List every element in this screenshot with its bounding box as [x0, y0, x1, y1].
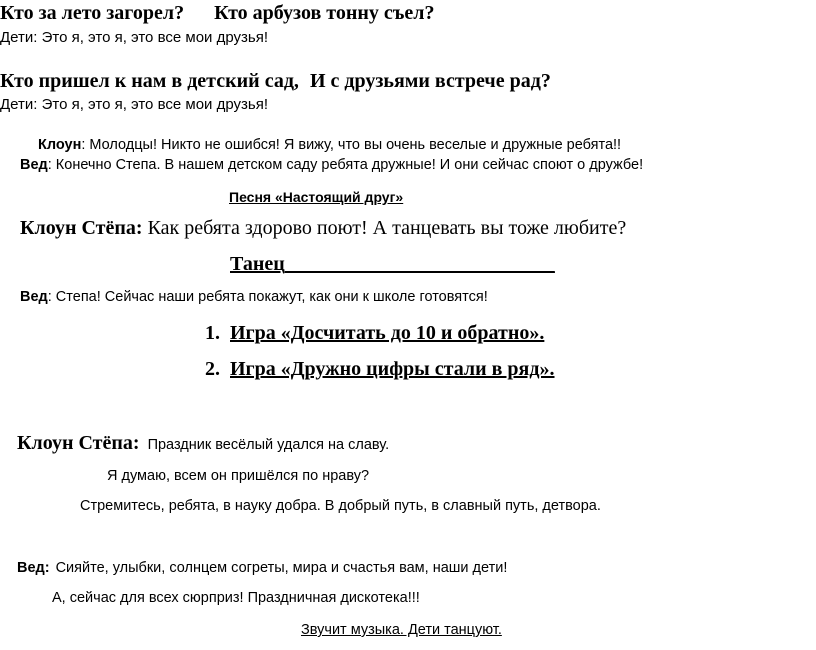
host-line-3-text: Сияйте, улыбки, солнцем согреты, мира и счастья вам, наши дети!	[55, 560, 508, 576]
verse-line-2-part-b: И с друзьями встрече рад?	[309, 70, 551, 92]
clown-line-2-text: Как ребята здорово поют! А танцевать вы тоже любите?	[142, 217, 627, 239]
game-item-2	[205, 358, 555, 381]
dance-heading	[230, 253, 555, 276]
dance-label: Танец	[230, 253, 285, 275]
verse-line-1-part-b: Кто арбузов тонну съел?	[214, 2, 435, 24]
clown-line-1-text: : Молодцы! Никто не ошибся! Я вижу, что вы очень веселые и дружные ребята!!	[81, 137, 622, 153]
clown-line-3-text: Праздник весёлый удался на славу.	[147, 437, 390, 453]
poem-line-1: Я думаю, всем он пришёлся по нраву?	[107, 468, 370, 484]
game-item-1	[205, 322, 544, 345]
game-item-2-number: 2.	[205, 358, 220, 380]
host-line-1	[20, 157, 643, 173]
song-title: Песня «Настоящий друг»	[229, 189, 404, 205]
speaker-clown-stepa-2: Клоун Стёпа:	[17, 432, 140, 454]
speaker-clown: Клоун	[38, 137, 82, 153]
children-reply-2: Дети: Это я, это я, это все мои друзья!	[0, 96, 268, 113]
speaker-host-2: Вед	[20, 289, 48, 305]
speaker-host-3: Вед:	[17, 560, 50, 576]
closing-stage-direction: Звучит музыка. Дети танцуют.	[301, 622, 502, 638]
verse-line-1-part-a: Кто за лето загорел?	[0, 2, 185, 24]
verse-line-1	[0, 2, 435, 25]
game-item-2-title: Игра «Дружно цифры стали в ряд».	[230, 358, 555, 380]
poem-line-2: Стремитесь, ребята, в науку добра. В добрый путь, в славный путь, детвора.	[80, 498, 601, 514]
speaker-clown-stepa: Клоун Стёпа:	[20, 217, 143, 239]
verse-line-2	[0, 70, 551, 93]
dance-blank-line: ___________________________	[284, 253, 555, 275]
host-line-2-text: : Степа! Сейчас наши ребята покажут, как они к школе готовятся!	[47, 289, 488, 305]
clown-line-1	[38, 137, 621, 153]
host-line-2	[20, 289, 488, 305]
host-line-3-continued: А, сейчас для всех сюрприз! Праздничная дискотека!!!	[52, 590, 420, 606]
children-reply-1: Дети: Это я, это я, это все мои друзья!	[0, 29, 268, 46]
game-item-1-title: Игра «Досчитать до 10 и обратно».	[230, 322, 545, 344]
speaker-host: Вед	[20, 157, 48, 173]
clown-line-2	[20, 217, 626, 240]
game-item-1-number: 1.	[205, 322, 220, 344]
host-line-1-text: : Конечно Степа. В нашем детском саду ребята дружные! И они сейчас споют о дружбе!	[47, 157, 644, 173]
clown-line-3	[17, 432, 389, 455]
host-line-3	[17, 560, 507, 576]
verse-line-2-part-a: Кто пришел к нам в детский сад,	[0, 70, 299, 92]
